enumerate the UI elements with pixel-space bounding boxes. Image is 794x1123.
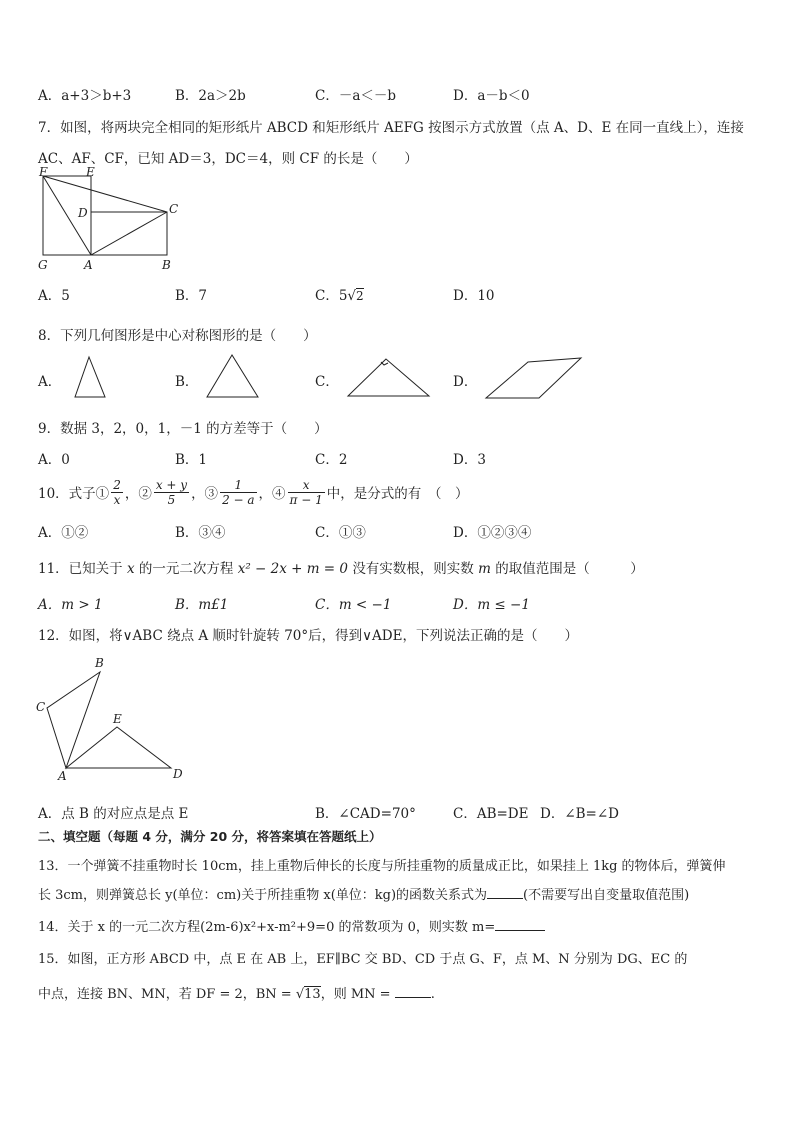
label-g: G [38,258,48,272]
isosceles-triangle [75,357,105,397]
q7-option-d: D．10 [453,288,495,304]
q9-option-c: C．2 [315,452,348,468]
q15-answer-blank [395,985,431,998]
fraction-2: $\frac{x + y}{5}$ [155,477,188,507]
q9-option-b: B．1 [175,452,208,468]
q11-option-d: D．m ≤ −1 [453,597,530,613]
q7-option-c: C．5√2 [315,288,364,304]
q9-option-a: A．0 [38,452,70,468]
label-d: D [78,206,88,220]
q15-line2: 中点，连接 BN、MN，若 DF = 2，BN = √13，则 MN = . [38,987,435,1002]
fraction-1: $\frac{2}{x}$ [113,477,121,507]
q11-option-a: A．m > 1 [38,597,103,613]
q8-option-a: A． [38,374,62,390]
q10-option-d: D．①②③④ [453,525,532,541]
q14-answer-blank [495,918,545,931]
q12-option-b: B．∠CAD=70° [315,806,416,822]
fraction-4: $\frac{x}{\pi - 1}$ [289,477,323,507]
q15-line1: 15．如图，正方形 ABCD 中，点 E 在 AB 上，EF∥BC 交 BD、CD 于点 G、F，点 M、N 分别为 DG、EC 的 [38,952,688,967]
label-e: E [86,166,95,179]
q12-option-c: C．AB=DE [453,806,529,822]
q9-stem: 9．数据 3，2，0，1，－1 的方差等于（ ） [38,421,328,437]
q8-shapes [60,352,620,402]
q14-stem: 14．关于 x 的一元二次方程(2m-6)x²+x-m²+9=0 的常数项为 0，则实数 m= [38,916,545,935]
q10-option-c: C．①③ [315,525,366,541]
label-d: D [173,767,183,781]
q12-option-d: D．∠B=∠D [540,806,620,822]
q8-option-c: C． [315,374,339,390]
parallelogram [486,358,581,398]
label-c: C [169,202,179,216]
q11-option-c: C．m < −1 [315,597,392,613]
q10-option-b: B．③④ [175,525,226,541]
q12-option-a: A．点 B 的对应点是点 E [38,806,189,822]
q7-option-a: A．5 [38,288,70,304]
q8-option-d: D． [453,374,478,390]
q13-line1: 13．一个弹簧不挂重物时长 10cm，挂上重物后伸长的长度与所挂重物的质量成正比，如果挂上 1kg 的物体后，弹簧伸 [38,859,726,874]
q11-stem: 11．已知关于 x 的一元二次方程 x² − 2x + m = 0 没有实数根，则实数 m 的取值范围是（ ） [38,561,644,577]
section-2-heading: 二、填空题（每题 4 分，满分 20 分，将答案填在答题纸上） [38,829,382,844]
label-e: E [113,712,122,726]
right-isosceles-triangle [348,359,429,396]
equilateral-triangle [207,355,258,397]
q7-figure [34,166,184,274]
label-a: A [84,258,93,272]
q6-option-d: D．a－b＜0 [453,88,530,104]
q6-option-c: C．－a＜－b [315,88,397,104]
q7-stem-line2: AC、AF、CF，已知 AD＝3，DC＝4，则 CF 的长是（ ） [38,151,418,167]
q7-stem-line1: 7．如图，将两块完全相同的矩形纸片 ABCD 和矩形纸片 AEFG 按图示方式放置（点 A、D、E 在同一直线上），连接 [38,120,744,136]
q10-stem: 10．式子① $\frac{2}{x}$ ，② $\frac{x + y}{5}$ ，③ $\frac{1}{2 - a}$ ，④ $\frac{x}{\pi - 1}$ 中，是分式的有 （ ） [38,477,469,507]
label-b: B [95,656,104,670]
q7-option-b: B．7 [175,288,208,304]
q10-option-a: A．①② [38,525,89,541]
fraction-3: $\frac{1}{2 - a}$ [222,477,255,507]
q6-option-b: B．2a＞2b [175,88,246,104]
q12-stem: 12．如图，将∨ABC 绕点 A 顺时针旋转 70°后，得到∨ADE，下列说法正确的是（ ） [38,628,578,644]
label-b: B [162,258,171,272]
triangle-abc [47,672,100,768]
segment-ac [91,212,167,255]
q6-option-a: A．a+3＞b+3 [38,88,132,104]
label-c: C [36,700,46,714]
right-angle-mark [381,362,388,365]
q11-option-b: B．m£1 [175,597,229,613]
triangle-ade [66,727,171,768]
label-f: F [39,166,48,179]
q12-figure [30,652,190,782]
q8-option-b: B． [175,374,199,390]
q13-line2: 长 3cm，则弹簧总长 y(单位：cm)关于所挂重物 x(单位：kg)的函数关系式为 (不需要写出自变量取值范围) [38,888,690,903]
label-a: A [58,769,67,782]
q9-option-d: D．3 [453,452,486,468]
q8-stem: 8．下列几何图形是中心对称图形的是（ ） [38,328,317,344]
q13-answer-blank [487,886,523,899]
